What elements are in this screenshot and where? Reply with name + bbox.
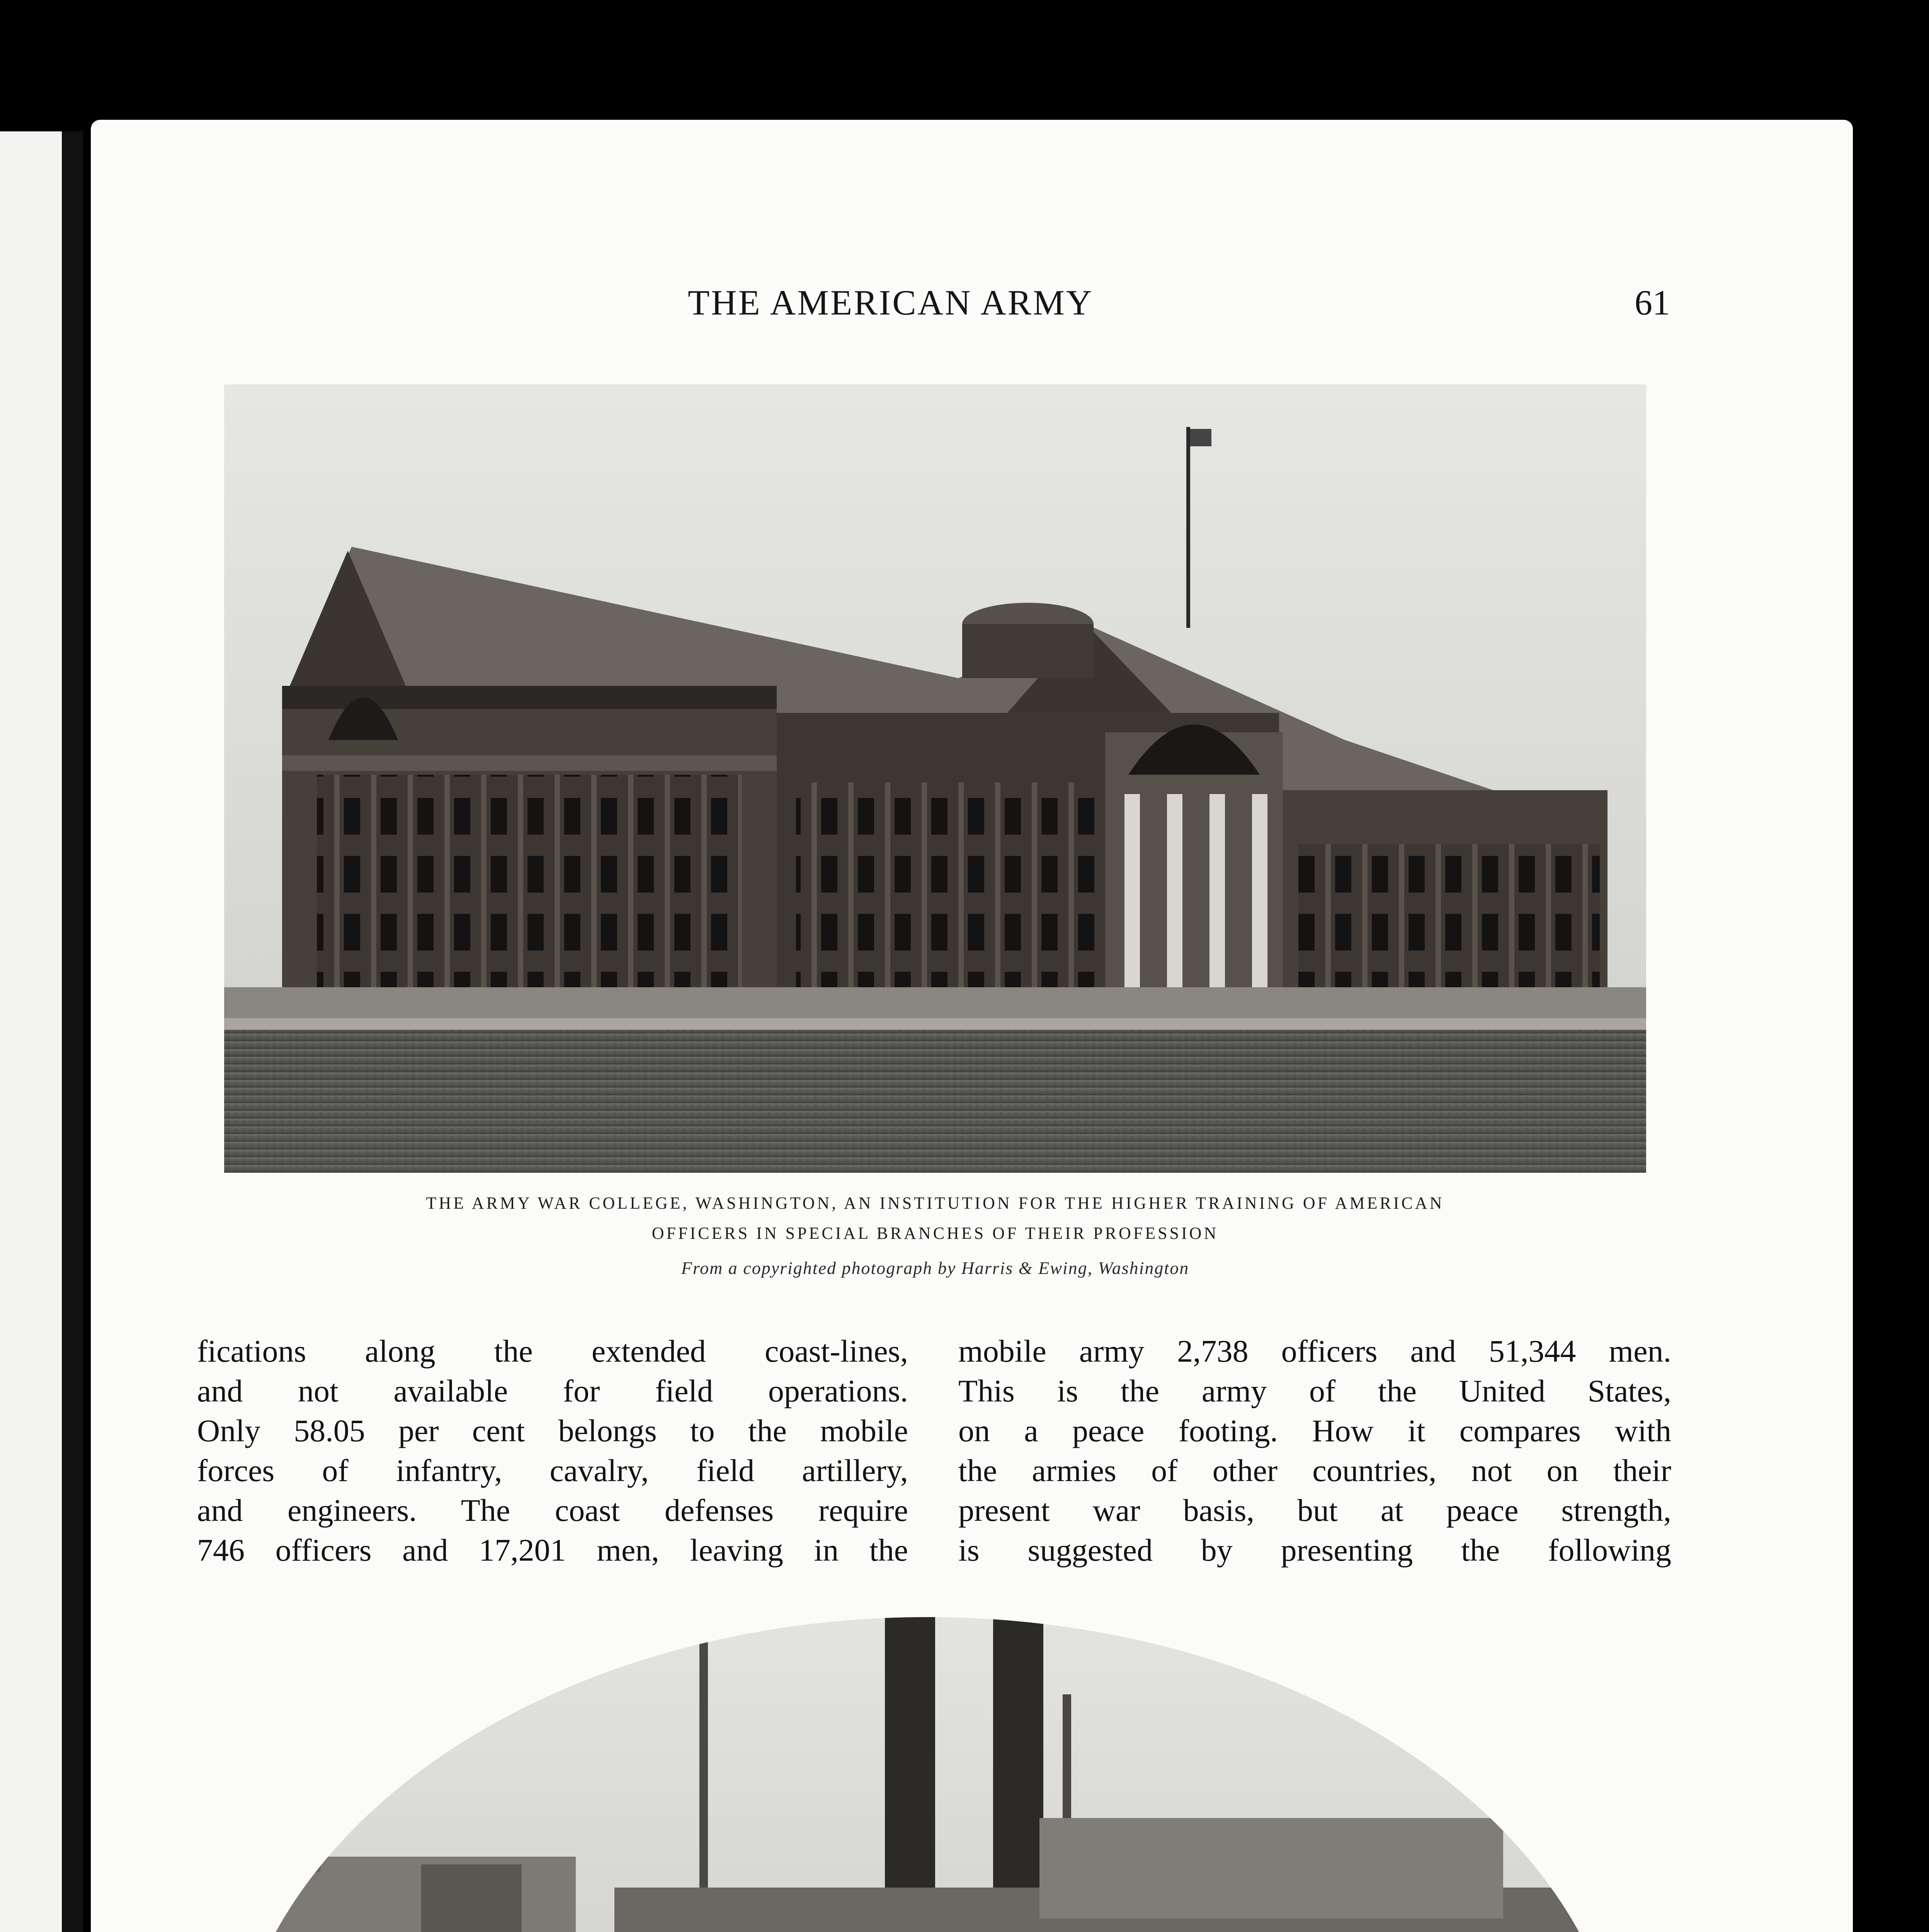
text-line: the armies of other countries, not on their: [958, 1453, 1671, 1488]
photo-credit: From a copyrighted photograph by Harris & Ewing, Washington: [681, 1258, 1189, 1278]
body-text-right-column: [958, 1331, 1671, 1570]
text-line: This is the army of the United States,: [958, 1373, 1671, 1408]
text-line: is suggested by presenting the following: [958, 1532, 1671, 1568]
figure1-caption: [216, 1188, 1654, 1248]
vera-cruz-evacuation-photo: [228, 1617, 1627, 1932]
text-line: on a peace footing. How it compares with: [958, 1413, 1671, 1448]
text-line: and engineers. The coast defenses require: [197, 1493, 908, 1528]
page-number: 61: [1635, 283, 1670, 322]
text-line: and not available for field operations.: [197, 1373, 908, 1408]
text-line: present war basis, but at peace strength,: [958, 1493, 1671, 1528]
body-text-left-column: [197, 1331, 908, 1570]
running-header: THE AMERICAN ARMY: [688, 283, 1094, 322]
page-gutter: [62, 131, 83, 1932]
text-line: forces of infantry, cavalry, field artillery,: [197, 1453, 908, 1488]
text-line: fications along the extended coast-lines,: [197, 1333, 908, 1369]
text-line: mobile army 2,738 officers and 51,344 men.: [958, 1333, 1671, 1369]
figure1-caption-line2: OFFICERS IN SPECIAL BRANCHES OF THEIR PROFESSION: [652, 1224, 1219, 1243]
text-line: 746 officers and 17,201 men, leaving in the: [197, 1532, 908, 1568]
army-war-college-photo: [224, 384, 1646, 1173]
figure1-caption-line1: THE ARMY WAR COLLEGE, WASHINGTON, AN INSTITUTION FOR THE HIGHER TRAINING OF AMERICAN: [426, 1194, 1444, 1213]
text-line: Only 58.05 per cent belongs to the mobile: [197, 1413, 908, 1448]
